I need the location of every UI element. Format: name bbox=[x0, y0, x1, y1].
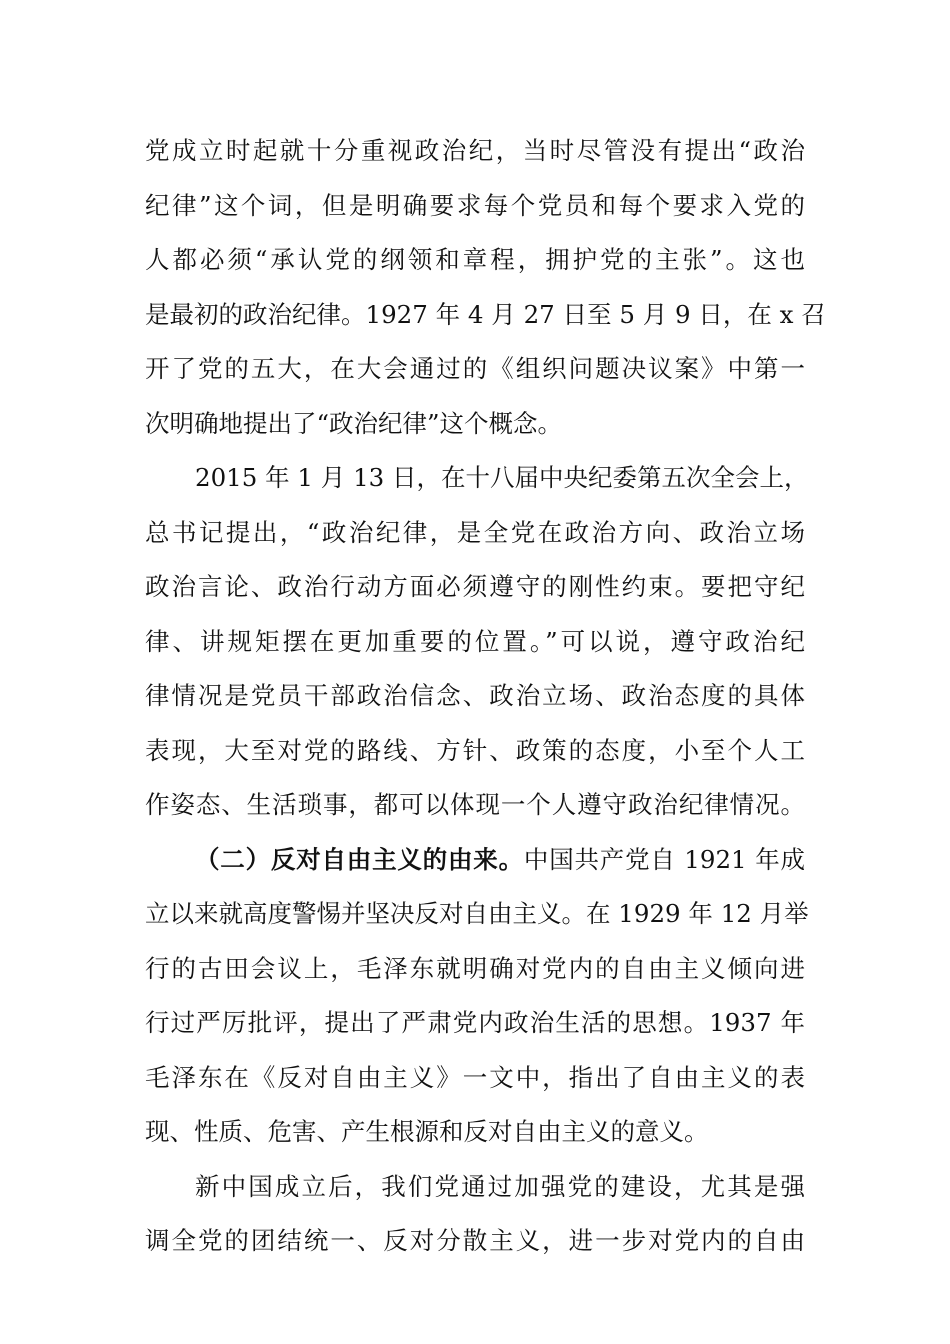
text-line: 立以来就高度警惕并坚决反对自由主义。在 1929 年 12 月举 bbox=[145, 899, 809, 928]
text-line: 新中国成立后，我们党通过加强党的建设，尤其是强 bbox=[195, 1171, 805, 1201]
text-line: 律情况是党员干部政治信念、政治立场、政治态度的具体 bbox=[145, 681, 805, 710]
document-body bbox=[145, 124, 826, 1269]
text-line: 政治言论、政治行动方面必须遵守的刚性约束。要把守纪 bbox=[145, 572, 805, 601]
text-line: 次明确地提出了“政治纪律”这个概念。 bbox=[145, 408, 563, 438]
paragraph-1 bbox=[145, 124, 826, 451]
text-line: 开了党的五大，在大会通过的《组织问题决议案》中第一 bbox=[145, 354, 805, 383]
text-line: 现、性质、危害、产生根源和反对自由主义的意义。 bbox=[145, 1117, 709, 1146]
paragraph-4 bbox=[145, 1160, 805, 1269]
paragraph-3 bbox=[145, 833, 809, 1160]
text-line: 毛泽东在《反对自由主义》一文中，指出了自由主义的表 bbox=[145, 1062, 805, 1092]
text-line: 纪律”这个词，但是明确要求每个党员和每个要求入党的 bbox=[145, 190, 805, 220]
text-line: 人都必须“承认党的纲领和章程，拥护党的主张”。这也 bbox=[145, 245, 805, 274]
text-line: 行的古田会议上，毛泽东就明确对党内的自由主义倾向进 bbox=[145, 953, 805, 983]
text-line: 是最初的政治纪律。1927 年 4 月 27 日至 5 月 9 日，在 x 召 bbox=[145, 299, 826, 329]
text-line: 律、讲规矩摆在更加重要的位置。”可以说，遵守政治纪 bbox=[145, 626, 805, 656]
text-line: 行过严厉批评，提出了严肃党内政治生活的思想。1937 年 bbox=[145, 1008, 805, 1037]
text-line: 表现，大至对党的路线、方针、政策的态度，小至个人工 bbox=[145, 735, 805, 765]
text-line bbox=[145, 833, 805, 888]
text-line: 党成立时起就十分重视政治纪，当时尽管没有提出“政治 bbox=[145, 136, 805, 165]
text-line: 2015 年 1 月 13 日，在十八届中央纪委第五次全会上， bbox=[195, 463, 809, 492]
text-run: 中国共产党自 1921 年成 bbox=[523, 844, 806, 874]
text-line: 调全党的团结统一、反对分散主义，进一步对党内的自由 bbox=[145, 1226, 805, 1255]
section-heading: （二）反对自由主义的由来。 bbox=[195, 844, 524, 874]
paragraph-2 bbox=[145, 451, 809, 833]
text-line: 作姿态、生活琐事，都可以体现一个人遵守政治纪律情况。 bbox=[145, 790, 805, 819]
text-line: 总书记提出，“政治纪律，是全党在政治方向、政治立场 bbox=[145, 517, 805, 547]
